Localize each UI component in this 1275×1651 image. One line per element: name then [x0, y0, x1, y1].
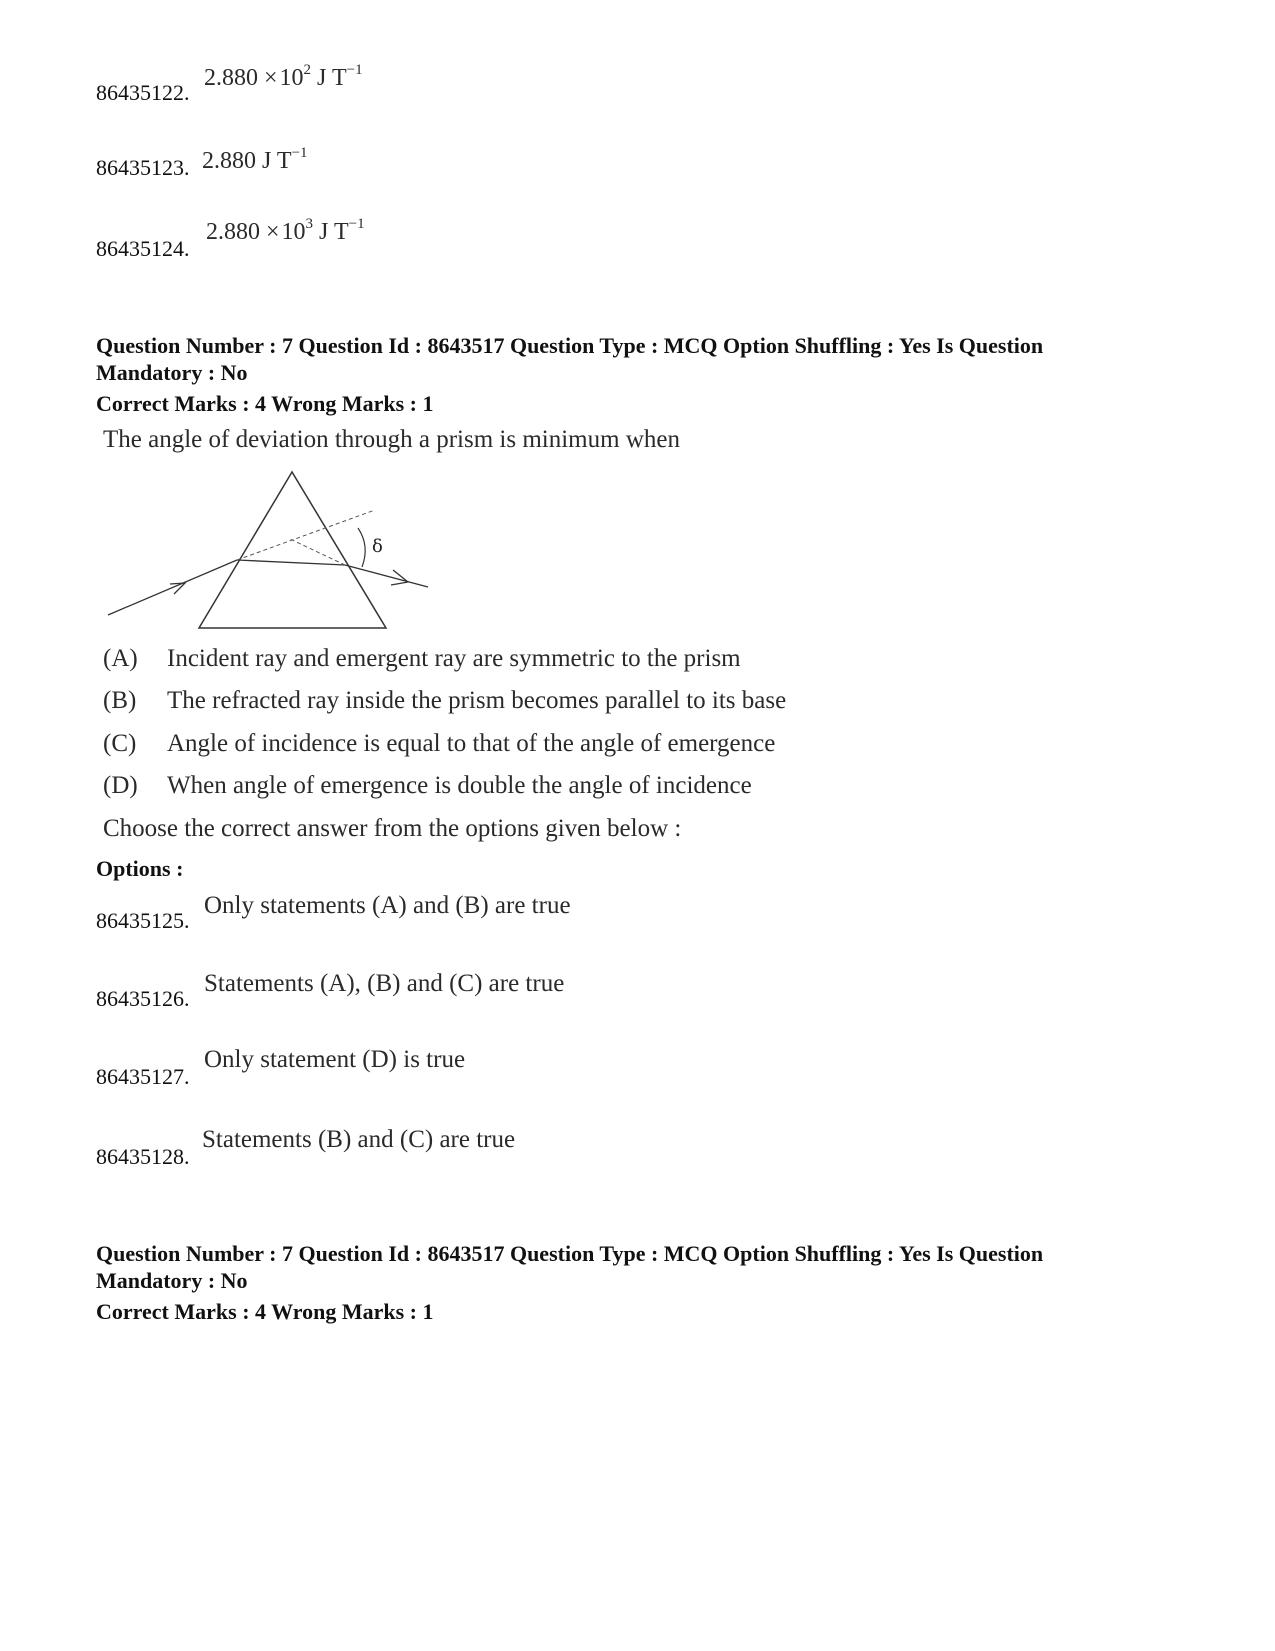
unit-exponent: −1: [348, 216, 365, 232]
deviation-symbol: δ: [372, 536, 383, 557]
instruction: Choose the correct answer from the options given below :: [103, 815, 682, 842]
unit: J T: [319, 219, 349, 245]
base: 10: [279, 65, 304, 91]
incident-extension: [237, 510, 375, 560]
statement-letter: (D): [103, 772, 138, 799]
statement-letter: (B): [103, 687, 137, 714]
question-meta-line1: Question Number : 7 Question Id : 8643517 Question Type : MCQ Option Shuffling : Yes Is Question: [96, 1241, 1044, 1266]
option-value: [202, 145, 308, 175]
mantissa: 2.880: [206, 219, 260, 245]
question-meta-line1: Question Number : 7 Question Id : 8643517 Question Type : MCQ Option Shuffling : Yes Is Question: [96, 333, 1044, 358]
option-id: 86435127.: [96, 1064, 190, 1089]
mantissa: 2.880: [204, 65, 258, 91]
option-text[interactable]: Only statement (D) is true: [204, 1046, 466, 1073]
statement-text: Incident ray and emergent ray are symmetric to the prism: [167, 645, 741, 672]
question-marks: Correct Marks : 4 Wrong Marks : 1: [96, 1299, 434, 1324]
option-id: 86435125.: [96, 908, 190, 933]
statement-letter: (A): [103, 645, 138, 672]
incident-ray: [108, 560, 237, 615]
option-text[interactable]: Only statements (A) and (B) are true: [204, 892, 571, 919]
mantissa: 2.880: [202, 148, 256, 174]
question-marks: Correct Marks : 4 Wrong Marks : 1: [96, 391, 434, 416]
question-meta-line2: Mandatory : No: [96, 360, 248, 385]
prism: [199, 472, 386, 628]
option-text[interactable]: Statements (A), (B) and (C) are true: [204, 970, 565, 997]
question-stem: The angle of deviation through a prism is minimum when: [103, 426, 680, 453]
option-value: [204, 62, 363, 92]
unit-exponent: −1: [291, 145, 308, 161]
options-label: Options :: [96, 856, 184, 881]
option-id: 86435122.: [96, 80, 190, 105]
statement-text: When angle of emergence is double the angle of incidence: [167, 772, 752, 799]
emergent-ray: [345, 565, 428, 587]
option-id: 86435128.: [96, 1144, 190, 1169]
question-meta-line2: Mandatory : No: [96, 1268, 248, 1293]
unit: J T: [317, 65, 347, 91]
deviation-arc: [358, 528, 365, 567]
exponent: 2: [303, 62, 312, 78]
refracted-ray: [237, 560, 345, 565]
option-id: 86435123.: [96, 155, 190, 180]
option-id: 86435124.: [96, 236, 190, 261]
next-question-meta: [96, 1240, 1206, 1325]
unit: J T: [262, 148, 292, 174]
emergent-extension: [290, 539, 345, 565]
times-sign: ×: [266, 219, 280, 245]
option-id: 86435126.: [96, 986, 190, 1011]
incident-arrow: [170, 583, 185, 594]
statement-text: The refracted ray inside the prism becomes parallel to its base: [167, 687, 787, 714]
statement-letter: (C): [103, 730, 137, 757]
statement-text: Angle of incidence is equal to that of the angle of emergence: [167, 730, 776, 757]
exponent: 3: [305, 216, 314, 232]
times-sign: ×: [264, 65, 278, 91]
option-text[interactable]: Statements (B) and (C) are true: [202, 1126, 516, 1153]
question-meta: [96, 332, 1206, 417]
base: 10: [281, 219, 306, 245]
prism-diagram: [100, 466, 440, 636]
unit-exponent: −1: [346, 62, 363, 78]
statement-list: [103, 645, 923, 815]
option-value: [206, 216, 365, 246]
